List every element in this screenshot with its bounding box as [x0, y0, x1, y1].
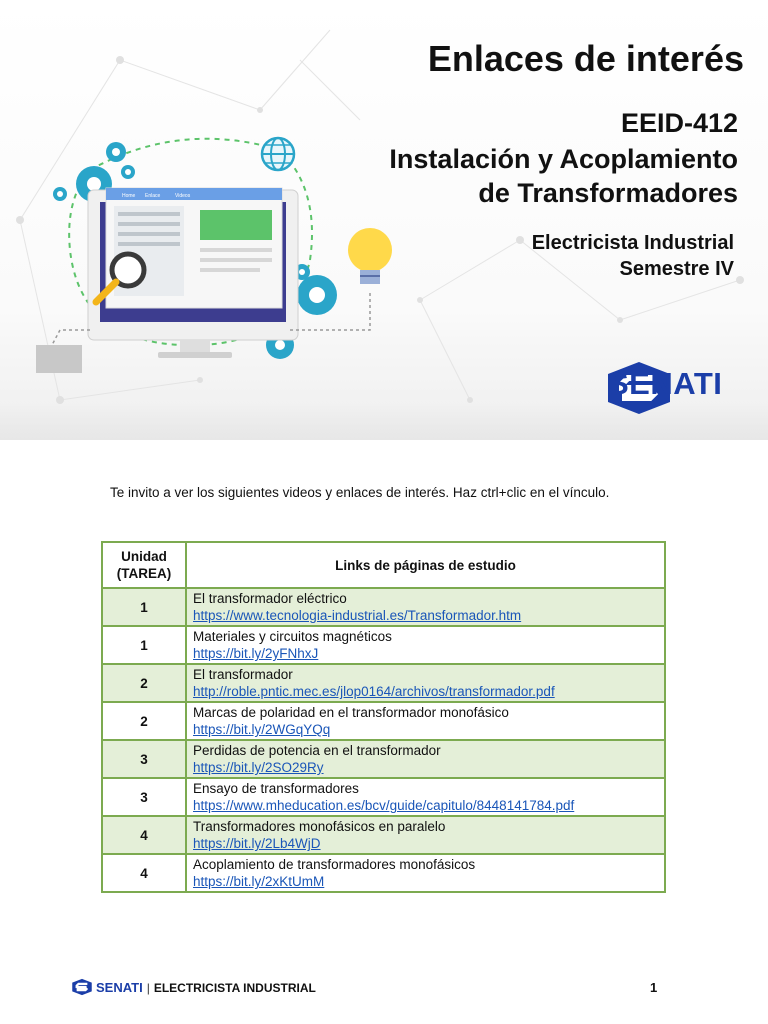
table-row [102, 778, 665, 816]
unit-number: 4 [102, 854, 186, 892]
svg-text:Videos: Videos [175, 193, 191, 199]
unit-number: 2 [102, 702, 186, 740]
svg-text:Home: Home [122, 193, 136, 199]
link-title: Perdidas de potencia en el transformador [193, 743, 441, 758]
unit-number: 1 [102, 626, 186, 664]
link-title: Ensayo de transformadores [193, 781, 359, 796]
link-cell [186, 854, 665, 892]
program-info [532, 230, 734, 282]
footer-brand: SENATI [96, 980, 143, 995]
course-code: EEID-412 [620, 108, 738, 138]
header-links: Links de páginas de estudio [186, 542, 665, 588]
course-title-line-1: Instalación y Acoplamiento [389, 144, 738, 174]
unit-number: 3 [102, 778, 186, 816]
cover-header [0, 0, 768, 440]
header-unit: Unidad (TAREA) [102, 542, 186, 588]
table-row [102, 664, 665, 702]
course-title-line-2: de Transformadores [478, 178, 738, 208]
table-row [102, 816, 665, 854]
link-title: El transformador eléctrico [193, 591, 347, 606]
link-cell [186, 816, 665, 854]
table-header-row [102, 542, 665, 588]
page-number: 1 [650, 980, 658, 995]
unit-number: 3 [102, 740, 186, 778]
lightbulb-icon [348, 228, 392, 284]
semester: Semestre IV [619, 258, 734, 280]
link-cell [186, 778, 665, 816]
link-title: Marcas de polaridad en el transformador monofásico [193, 705, 509, 720]
link-cell [186, 626, 665, 664]
senati-logo-text: SENATI [608, 366, 723, 401]
study-link[interactable]: http://roble.pntic.mec.es/jlop0164/archivos/transformador.pdf [193, 684, 555, 699]
course-title [278, 142, 738, 210]
footer-senati-logo-icon [71, 978, 93, 996]
link-cell [186, 588, 665, 626]
study-link[interactable]: https://www.tecnologia-industrial.es/Transformador.htm [193, 608, 522, 623]
link-cell [186, 740, 665, 778]
study-link[interactable]: https://bit.ly/2WGqYQq [193, 722, 331, 737]
table-row [102, 740, 665, 778]
link-title: Acoplamiento de transformadores monofásicos [193, 857, 476, 872]
study-link[interactable]: https://www.mheducation.es/bcv/guide/capitulo/8448141784.pdf [193, 798, 575, 813]
footer-separator: | [146, 981, 150, 995]
study-link[interactable]: https://bit.ly/2xKtUmM [193, 874, 325, 889]
link-title: El transformador [193, 667, 293, 682]
intro-text: Te invito a ver los siguientes videos y enlaces de interés. Haz ctrl+clic en el vínculo. [110, 484, 610, 500]
links-table [101, 541, 666, 893]
footer-label: ELECTRICISTA INDUSTRIAL [153, 981, 316, 995]
link-cell [186, 664, 665, 702]
unit-number: 4 [102, 816, 186, 854]
link-title: Materiales y circuitos magnéticos [193, 629, 392, 644]
table-row [102, 854, 665, 892]
table-row [102, 626, 665, 664]
unit-number: 1 [102, 588, 186, 626]
table-row [102, 702, 665, 740]
program-name: Electricista Industrial [531, 232, 734, 254]
study-link[interactable]: https://bit.ly/2yFNhxJ [193, 646, 319, 661]
study-link[interactable]: https://bit.ly/2Lb4WjD [193, 836, 321, 851]
footer [96, 980, 316, 995]
link-cell [186, 702, 665, 740]
page-title: Enlaces de interés [427, 38, 744, 79]
unit-number: 2 [102, 664, 186, 702]
table-row [102, 588, 665, 626]
study-link[interactable]: https://bit.ly/2SO29Ry [193, 760, 324, 775]
link-title: Transformadores monofásicos en paralelo [193, 819, 446, 834]
svg-text:Enlace: Enlace [145, 193, 161, 199]
